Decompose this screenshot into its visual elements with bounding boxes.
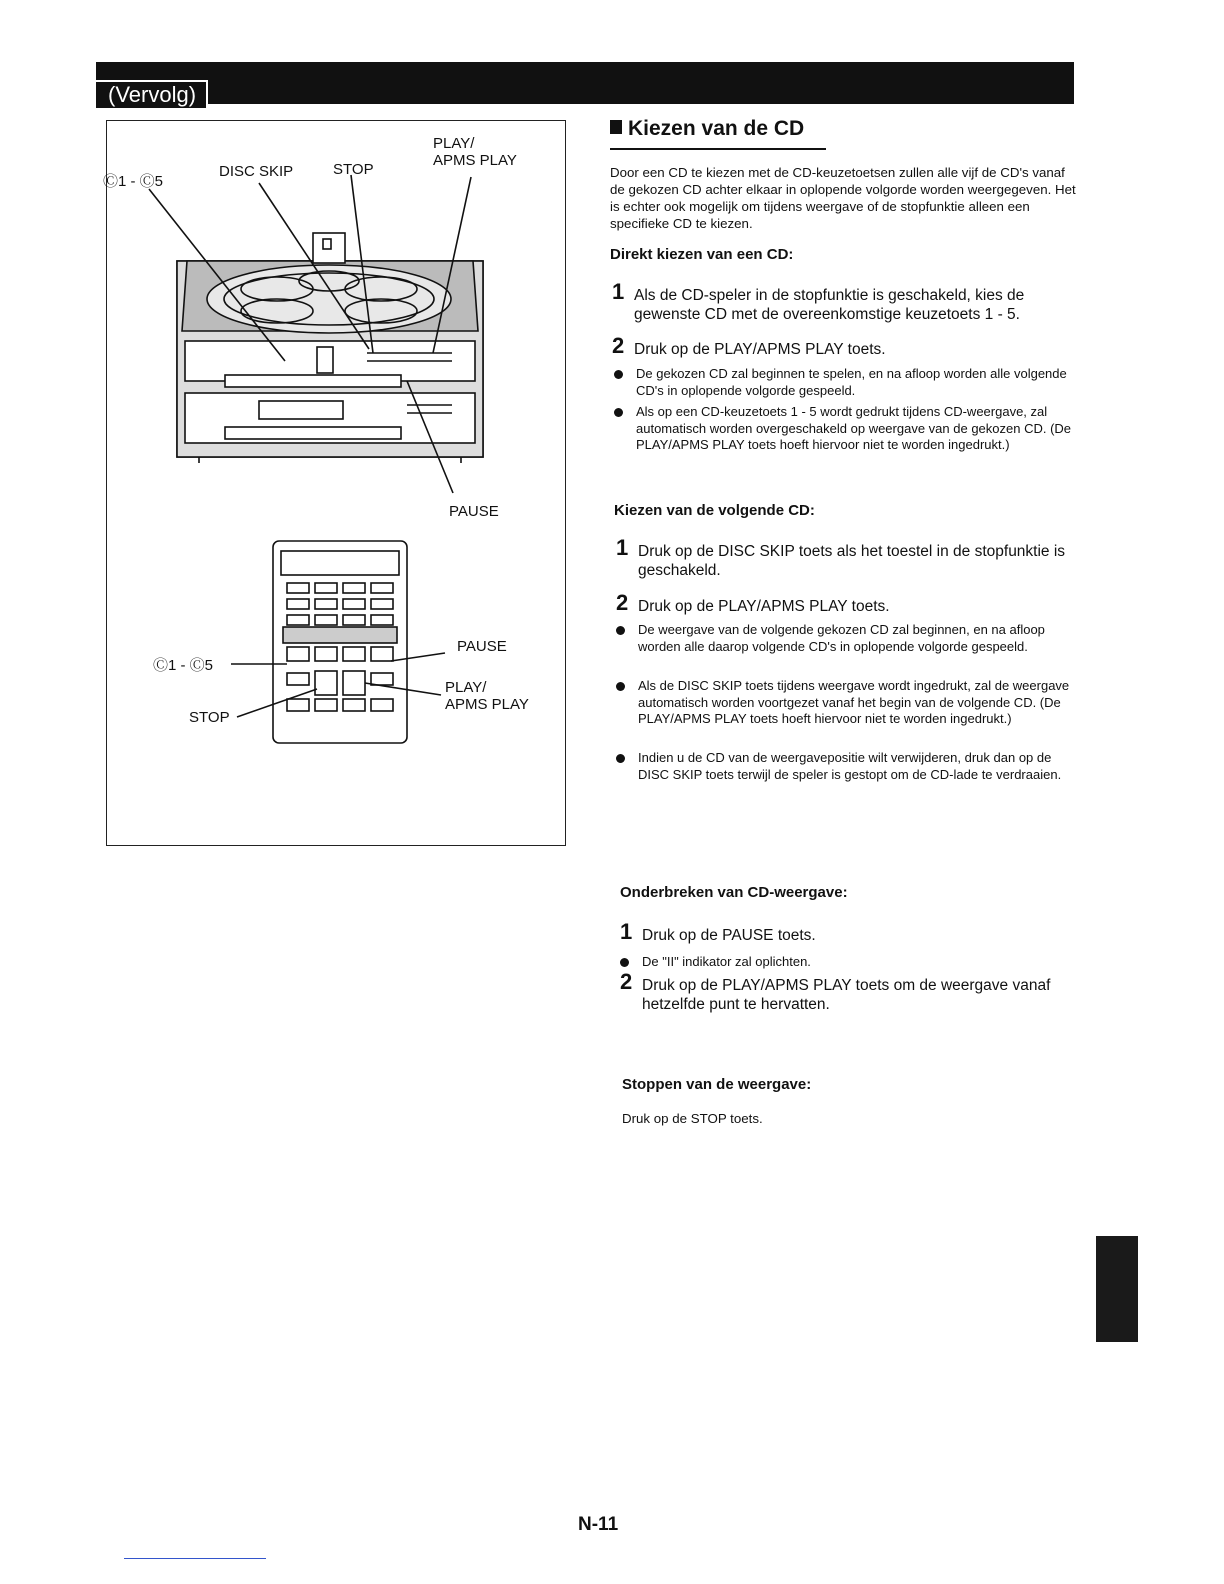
title-underline <box>610 148 826 150</box>
pause-step-1 <box>620 919 1086 945</box>
step-text: Druk op de DISC SKIP toets als het toestel in de stopfunktie is geschakeld. <box>638 543 1066 579</box>
direct-heading: Direkt kiezen van een CD: <box>610 246 794 263</box>
bullet-dot-icon <box>620 958 629 967</box>
bullet-text: Indien u de CD van de weergavepositie wilt verwijderen, druk dan op de DISC SKIP toets terwijl de speler is gestopt om de CD-lade te verdraaien. <box>638 750 1062 782</box>
step-number: 2 <box>612 333 625 358</box>
page-number: N-11 <box>578 1514 619 1535</box>
step-number: 1 <box>616 535 629 560</box>
bullet-text: Als de DISC SKIP toets tijdens weergave wordt ingedrukt, zal de weergave automatisch worden voortgezet vanaf het begin van de volgende CD. (De PLAY/APMS PLAY toets hoeft hiervoor niet te worden ingedrukt.) <box>638 678 1070 726</box>
pause-bullet <box>620 954 1086 971</box>
header-bar <box>96 62 1074 104</box>
direct-step-1 <box>612 279 1078 324</box>
remote-label-play-line1: PLAY/ <box>445 679 487 696</box>
remote-label-pause: PAUSE <box>457 638 507 655</box>
remote-label-stop: STOP <box>189 709 230 726</box>
bullet-text: Als op een CD-keuzetoets 1 - 5 wordt gedrukt tijdens CD-weergave, zal automatisch worden overgeschakeld op weergave van de gekozen CD. (De PLAY/APMS PLAY toets hoeft hiervoor niet te worden ingedrukt.) <box>636 404 1072 452</box>
bottom-line <box>124 1558 266 1559</box>
stop-text: Druk op de STOP toets. <box>622 1111 763 1126</box>
cd-changer-illustration <box>107 121 564 844</box>
unit-label-disc-keys: Ⓒ1 - Ⓒ5 <box>103 173 164 190</box>
unit-label-play-line2: APMS PLAY <box>433 152 517 169</box>
step-text: Druk op de PLAY/APMS PLAY toets. <box>634 341 886 358</box>
next-bullet-1 <box>616 622 1082 655</box>
remote-label-play-line2: APMS PLAY <box>445 696 529 713</box>
bullet-text: De gekozen CD zal beginnen te spelen, en na afloop worden alle volgende CD's in oplopende volgorde gespeeld. <box>636 366 1067 398</box>
step-text: Druk op de PLAY/APMS PLAY toets om de weergave vanaf hetzelfde punt te hervatten. <box>642 977 1051 1013</box>
step-text: Druk op de PLAY/APMS PLAY toets. <box>638 598 890 615</box>
unit-label-pause: PAUSE <box>449 503 499 520</box>
step-number: 2 <box>616 590 629 615</box>
square-bullet-icon <box>610 120 622 134</box>
bullet-dot-icon <box>614 370 623 379</box>
step-number: 2 <box>620 969 633 994</box>
header-tab: (Vervolg) <box>96 80 208 108</box>
next-bullet-3 <box>616 750 1082 783</box>
next-step-2 <box>616 590 1082 616</box>
section-title <box>610 116 804 142</box>
bullet-dot-icon <box>614 408 623 417</box>
unit-label-play-line1: PLAY/ <box>433 135 475 152</box>
direct-bullet-1 <box>614 366 1080 399</box>
direct-step-2 <box>612 333 1078 359</box>
step-number: 1 <box>612 279 625 304</box>
step-number: 1 <box>620 919 633 944</box>
direct-bullet-2 <box>614 404 1080 454</box>
bullet-dot-icon <box>616 682 625 691</box>
next-step-1 <box>616 535 1082 580</box>
section-title-text: Kiezen van de CD <box>628 117 805 140</box>
figure-box <box>103 120 566 846</box>
bullet-text: De "II" indikator zal oplichten. <box>642 954 811 969</box>
unit-label-stop: STOP <box>333 161 374 178</box>
stop-heading: Stoppen van de weergave: <box>622 1076 812 1093</box>
bullet-text: De weergave van de volgende gekozen CD zal beginnen, en na afloop worden alle daarop volgende CD's in oplopende volgorde gespeeld. <box>638 622 1045 654</box>
intro-paragraph: Door een CD te kiezen met de CD-keuzetoetsen zullen alle vijf de CD's vanaf de gekozen CD achter elkaar in oplopende volgorde worden weergegeven. Het is echter ook mogelijk om tijdens weergave of de stopfunktie alleen een specifieke CD te kiezen. <box>610 165 1076 231</box>
bullet-dot-icon <box>616 626 625 635</box>
unit-label-disc-skip: DISC SKIP <box>219 163 294 180</box>
step-text: Druk op de PAUSE toets. <box>642 927 816 944</box>
pause-heading: Onderbreken van CD-weergave: <box>620 884 848 901</box>
pause-step-2 <box>620 969 1086 1014</box>
bullet-dot-icon <box>616 754 625 763</box>
next-bullet-2 <box>616 678 1082 728</box>
next-heading: Kiezen van de volgende CD: <box>614 502 815 519</box>
step-text: Als de CD-speler in de stopfunktie is geschakeld, kies de gewenste CD met de overeenkomstige keuzetoets 1 - 5. <box>634 287 1025 323</box>
edge-tab-marker <box>1096 1236 1138 1342</box>
remote-label-disc-keys: Ⓒ1 - Ⓒ5 <box>153 657 214 674</box>
